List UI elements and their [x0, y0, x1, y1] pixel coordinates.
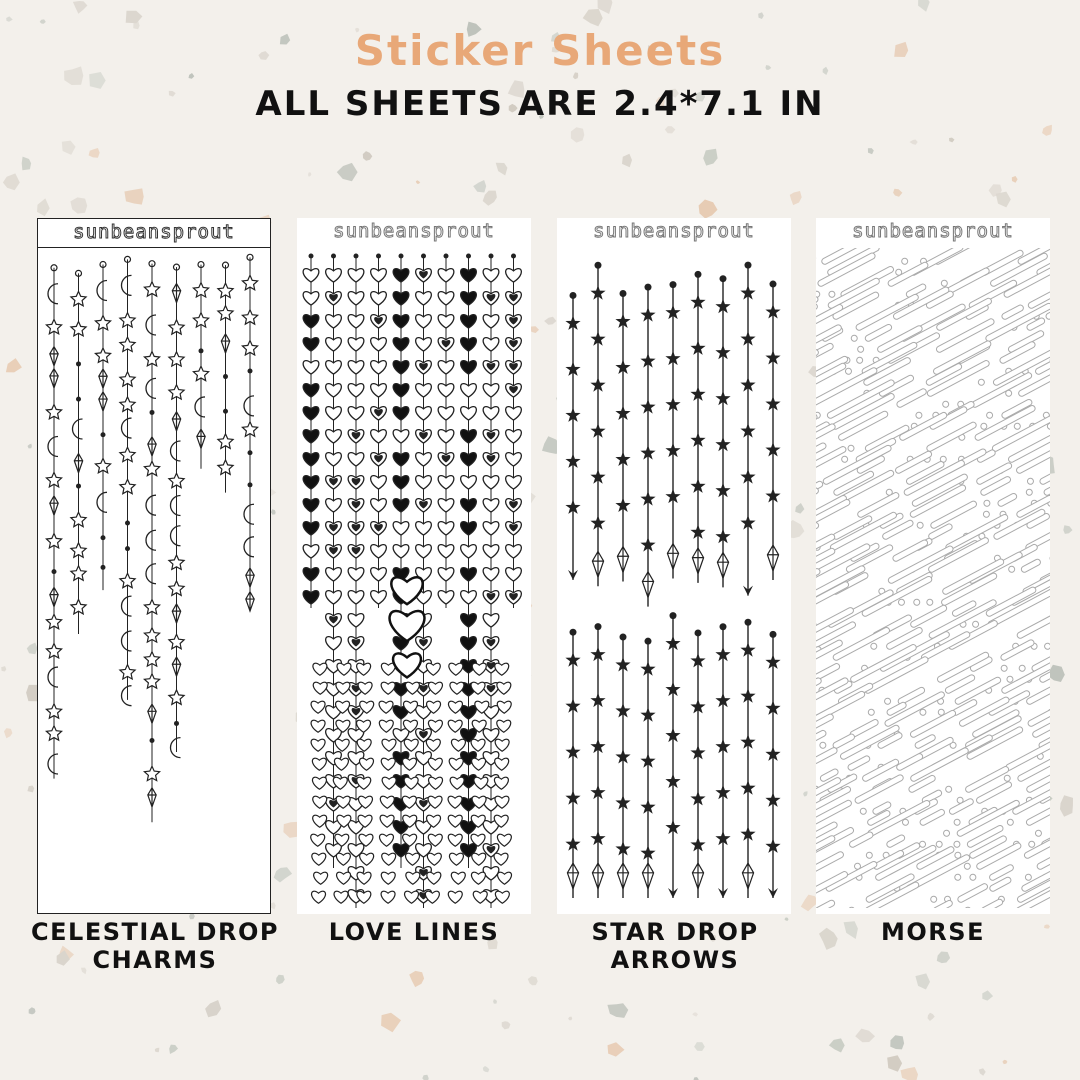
- label-line: STAR DROP: [591, 918, 759, 946]
- page-title: Sticker Sheets: [354, 26, 726, 75]
- star-drop-arrows-art: [557, 248, 791, 908]
- sticker-sheet-star-drop[interactable]: [557, 218, 791, 914]
- sticker-sheet-morse[interactable]: [816, 218, 1050, 914]
- sheet-brand: sunbeansprout: [593, 220, 755, 242]
- label-line: LOVE LINES: [328, 918, 500, 946]
- sheet-label-star-drop: [545, 918, 805, 974]
- celestial-charms-art: [38, 249, 270, 909]
- label-line: CELESTIAL DROP: [31, 918, 279, 946]
- label-line: CHARMS: [92, 946, 218, 974]
- sheet-label-morse: [803, 918, 1063, 946]
- sheet-brand: sunbeansprout: [852, 220, 1014, 242]
- sticker-sheet-love-lines[interactable]: [297, 218, 531, 914]
- label-line: ARROWS: [610, 946, 740, 974]
- sticker-sheet-celestial[interactable]: [37, 218, 271, 914]
- morse-art: [816, 248, 1050, 908]
- label-line: MORSE: [881, 918, 985, 946]
- love-lines-art: [297, 248, 531, 908]
- sheet-brand: sunbeansprout: [333, 220, 495, 242]
- sheet-brand: sunbeansprout: [38, 219, 270, 248]
- page-subtitle: ALL SHEETS ARE 2.4*7.1 IN: [255, 84, 825, 124]
- sheet-label-love-lines: [284, 918, 544, 946]
- sheet-label-celestial: [25, 918, 285, 974]
